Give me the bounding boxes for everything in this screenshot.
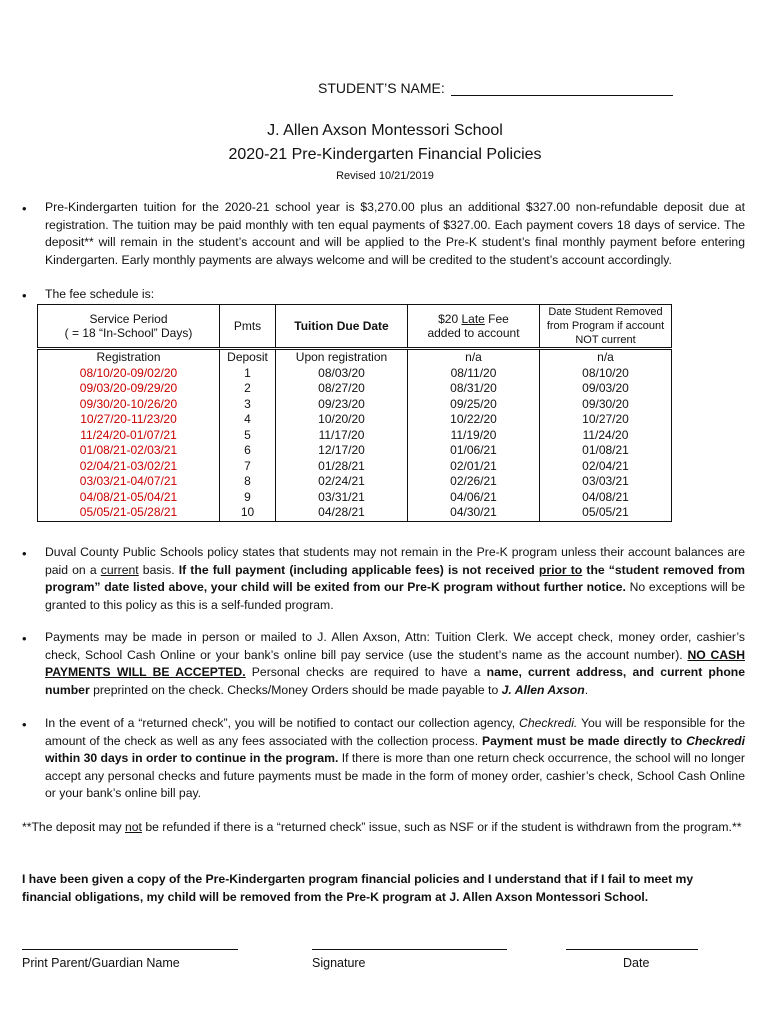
cell-pmt: 2 bbox=[220, 381, 276, 397]
cell-due: 10/20/20 bbox=[276, 412, 408, 428]
bullet-icon: • bbox=[22, 717, 27, 732]
duval-policy-paragraph: Duval County Public Schools policy states that students may not remain in the Pre-K program unless their account balances are paid on a current basis. If the full payment (including applicable fees) is not received prior to the “student removed from program” date listed above, your child will be exited from our Pre-K program without further notice. No exceptions will be granted to this policy as this is a self-funded program. bbox=[45, 545, 745, 612]
deposit-note: **The deposit may not be refunded if there is a “returned check” issue, such as NSF or if the student is withdrawn from the program.** bbox=[22, 820, 742, 834]
date-line[interactable] bbox=[566, 949, 698, 951]
cell-removed: 10/27/20 bbox=[540, 412, 672, 428]
cell-removed: 09/03/20 bbox=[540, 381, 672, 397]
cell-removed: n/a bbox=[540, 349, 672, 366]
cell-due: 12/17/20 bbox=[276, 443, 408, 459]
table-row bbox=[38, 366, 672, 382]
header-service-period: Service Period ( = 18 “In-School” Days) bbox=[38, 305, 220, 349]
parent-name-label: Print Parent/Guardian Name bbox=[22, 956, 180, 970]
cell-pmt: 3 bbox=[220, 397, 276, 413]
cell-pmt: 4 bbox=[220, 412, 276, 428]
tuition-paragraph: Pre-Kindergarten tuition for the 2020-21 school year is $3,270.00 plus an additional $327.00 non-refundable deposit due at registration. The tuition may be paid monthly with ten equal payments of $327.00. Each payment covers 18 days of service. The deposit** will remain in the student’s account and will be applied to the Pre-K student’s final monthly payment before entering Kindergarten. Early monthly payments are always welcome and will be credited to the student’s account accordingly. bbox=[45, 200, 745, 267]
fee-schedule-intro: The fee schedule is: bbox=[45, 287, 155, 301]
cell-period: 09/30/20-10/26/20 bbox=[38, 397, 220, 413]
student-name-field[interactable] bbox=[451, 81, 673, 96]
cell-removed: 04/08/21 bbox=[540, 490, 672, 506]
table-row bbox=[38, 474, 672, 490]
table-row bbox=[38, 381, 672, 397]
cell-late: n/a bbox=[408, 349, 540, 366]
cell-period: Registration bbox=[38, 349, 220, 366]
cell-late: 02/26/21 bbox=[408, 474, 540, 490]
cell-removed: 09/30/20 bbox=[540, 397, 672, 413]
table-row bbox=[38, 459, 672, 475]
returned-check-paragraph: In the event of a “returned check”, you will be notified to contact our collection agency, Checkredi. You will be responsible for the amount of the check as well as any fees associated with the collection process. Payment must be made directly to Checkredi within 30 days in order to continue in the program. If there is more than one return check occurrence, the school will no longer accept any personal checks and future payments must be made in the form of money order, cashier’s check, School Cash Online or your bank’s online bill pay. bbox=[45, 716, 745, 801]
table-row bbox=[38, 490, 672, 506]
fee-schedule-table bbox=[37, 304, 672, 522]
document-title: 2020-21 Pre-Kindergarten Financial Policies bbox=[228, 146, 542, 163]
cell-period: 02/04/21-03/02/21 bbox=[38, 459, 220, 475]
cell-due: 09/23/20 bbox=[276, 397, 408, 413]
header-late-fee: $20 Late Fee added to account bbox=[408, 305, 540, 349]
cell-due: Upon registration bbox=[276, 349, 408, 366]
cell-pmt: 5 bbox=[220, 428, 276, 444]
header-tuition-due: Tuition Due Date bbox=[276, 305, 408, 349]
table-row bbox=[38, 397, 672, 413]
cell-late: 09/25/20 bbox=[408, 397, 540, 413]
table-row bbox=[38, 443, 672, 459]
cell-removed: 02/04/21 bbox=[540, 459, 672, 475]
signature-line[interactable] bbox=[312, 949, 507, 951]
student-name-line bbox=[318, 80, 673, 96]
cell-late: 08/11/20 bbox=[408, 366, 540, 382]
cell-due: 04/28/21 bbox=[276, 505, 408, 521]
cell-pmt: Deposit bbox=[220, 349, 276, 366]
table-header-row bbox=[38, 305, 672, 349]
cell-removed: 05/05/21 bbox=[540, 505, 672, 521]
school-name: J. Allen Axson Montessori School bbox=[267, 122, 503, 139]
cell-due: 11/17/20 bbox=[276, 428, 408, 444]
cell-due: 02/24/21 bbox=[276, 474, 408, 490]
cell-removed: 08/10/20 bbox=[540, 366, 672, 382]
cell-late: 02/01/21 bbox=[408, 459, 540, 475]
cell-due: 03/31/21 bbox=[276, 490, 408, 506]
cell-late: 08/31/20 bbox=[408, 381, 540, 397]
cell-due: 01/28/21 bbox=[276, 459, 408, 475]
acknowledgment-statement: I have been given a copy of the Pre-Kindergarten program financial policies and I understand that if I fail to meet my financial obligations, my child will be removed from the Pre-K program at J. Allen Axson Montessori School. bbox=[22, 872, 694, 904]
table-row bbox=[38, 428, 672, 444]
cell-due: 08/03/20 bbox=[276, 366, 408, 382]
cell-period: 01/08/21-02/03/21 bbox=[38, 443, 220, 459]
signature-label: Signature bbox=[312, 956, 366, 970]
bullet-icon: • bbox=[22, 546, 27, 561]
cell-period: 10/27/20-11/23/20 bbox=[38, 412, 220, 428]
cell-period: 05/05/21-05/28/21 bbox=[38, 505, 220, 521]
cell-removed: 01/08/21 bbox=[540, 443, 672, 459]
cell-due: 08/27/20 bbox=[276, 381, 408, 397]
cell-pmt: 8 bbox=[220, 474, 276, 490]
cell-late: 01/06/21 bbox=[408, 443, 540, 459]
cell-late: 04/30/21 bbox=[408, 505, 540, 521]
bullet-icon: • bbox=[22, 201, 27, 216]
table-row bbox=[38, 412, 672, 428]
date-label: Date bbox=[623, 956, 650, 970]
cell-period: 03/03/21-04/07/21 bbox=[38, 474, 220, 490]
bullet-icon: • bbox=[22, 288, 27, 303]
cell-pmt: 1 bbox=[220, 366, 276, 382]
header-pmts: Pmts bbox=[220, 305, 276, 349]
cell-pmt: 6 bbox=[220, 443, 276, 459]
payment-methods-paragraph: Payments may be made in person or mailed to J. Allen Axson, Attn: Tuition Clerk. We accept check, money order, cashier’s check, School Cash Online or your bank’s online bill pay service (use the student’s name as the account number). NO CASH PAYMENTS WILL BE ACCEPTED. Personal checks are required to have a name, current address, and current phone number preprinted on the check. Checks/Money Orders should be made payable to J. Allen Axson. bbox=[45, 630, 745, 697]
cell-removed: 11/24/20 bbox=[540, 428, 672, 444]
cell-pmt: 9 bbox=[220, 490, 276, 506]
revised-date: Revised 10/21/2019 bbox=[336, 170, 434, 182]
cell-pmt: 10 bbox=[220, 505, 276, 521]
table-row bbox=[38, 349, 672, 366]
cell-pmt: 7 bbox=[220, 459, 276, 475]
cell-late: 10/22/20 bbox=[408, 412, 540, 428]
student-name-label: STUDENT’S NAME: bbox=[318, 80, 445, 96]
parent-name-line[interactable] bbox=[22, 949, 238, 951]
cell-period: 04/08/21-05/04/21 bbox=[38, 490, 220, 506]
cell-period: 11/24/20-01/07/21 bbox=[38, 428, 220, 444]
cell-late: 11/19/20 bbox=[408, 428, 540, 444]
header-removed-date: Date Student Removed from Program if account NOT current bbox=[540, 305, 672, 349]
cell-period: 08/10/20-09/02/20 bbox=[38, 366, 220, 382]
cell-removed: 03/03/21 bbox=[540, 474, 672, 490]
table-row bbox=[38, 505, 672, 521]
cell-period: 09/03/20-09/29/20 bbox=[38, 381, 220, 397]
bullet-icon: • bbox=[22, 631, 27, 646]
cell-late: 04/06/21 bbox=[408, 490, 540, 506]
